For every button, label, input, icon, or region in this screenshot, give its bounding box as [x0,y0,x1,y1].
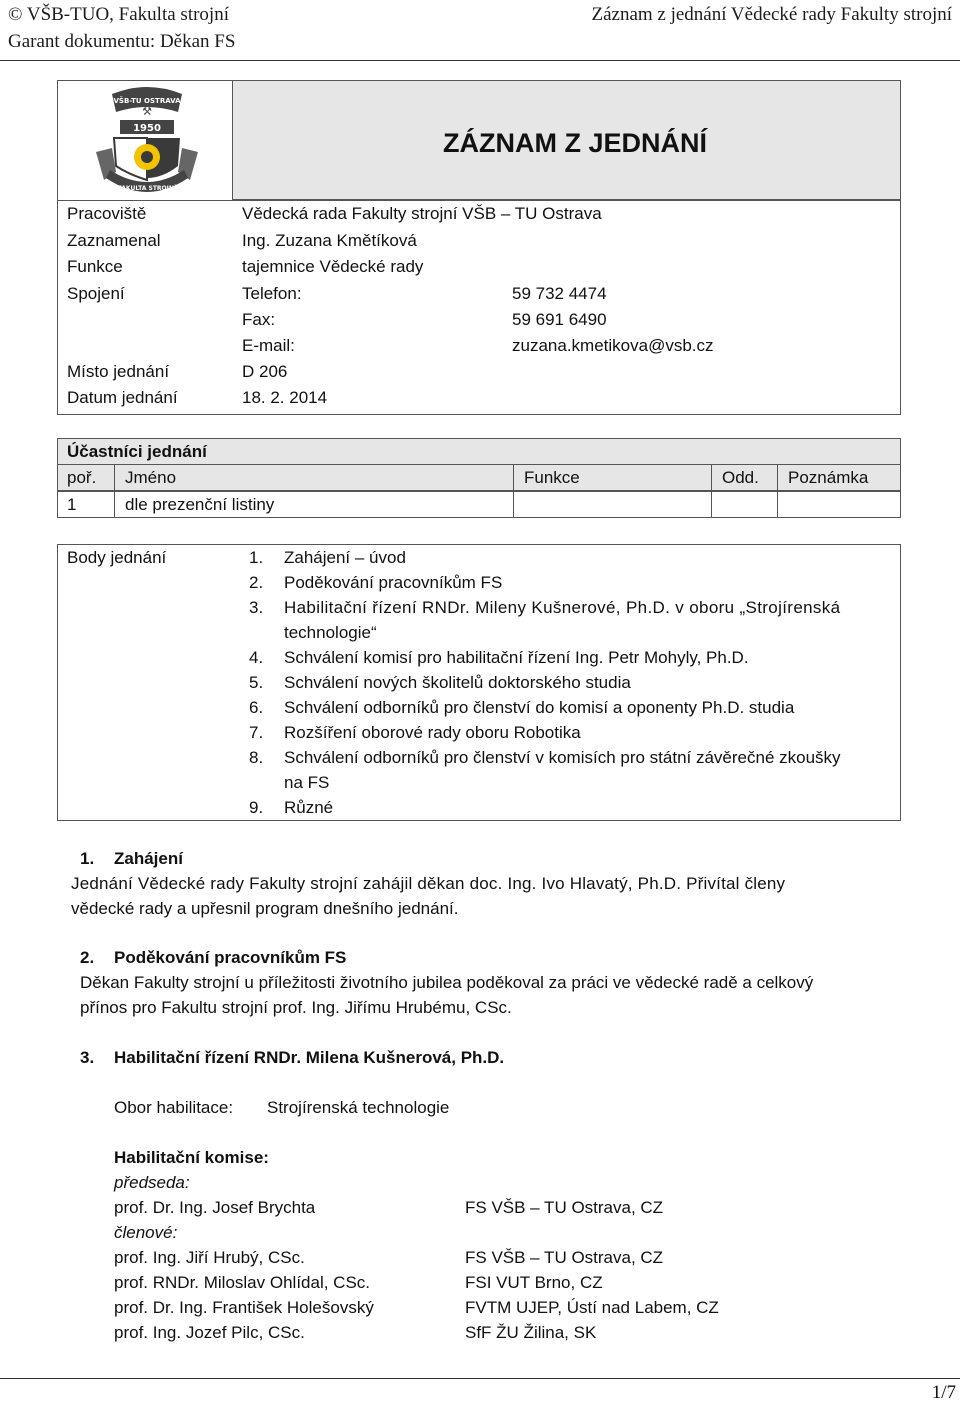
page-title: ZÁZNAM Z JEDNÁNÍ [443,128,707,158]
predseda-org: FS VŠB – TU Ostrava, CZ [465,1198,664,1217]
value-datum: 18. 2. 2014 [242,388,328,407]
agenda-item: Různé [284,798,334,817]
member-org: SfF ŽU Žilina, SK [465,1323,597,1342]
value-pracoviste: Vědecká rada Fakulty strojní VŠB – TU Ostrava [242,204,602,223]
member-name: prof. RNDr. Miloslav Ohlídal, CSc. [114,1273,371,1292]
clenove-label: členové: [114,1223,178,1242]
value-fax: 59 691 6490 [512,310,607,329]
logo-top-text: VŠB-TU OSTRAVA [113,97,181,105]
agenda-num: 5. [249,673,264,692]
page-number: 1/7 [931,1382,956,1403]
obor-value: Strojírenská technologie [267,1098,450,1117]
section-2-text-cont: přínos pro Fakultu strojní prof. Ing. Jiřímu Hrubému, CSc. [80,998,512,1017]
agenda-item: Schválení odborníků pro členství v komisích pro státní závěrečné zkoušky [284,748,841,767]
agenda-num: 8. [249,748,264,767]
member-org: FVTM UJEP, Ústí nad Labem, CZ [465,1298,719,1317]
agenda-item-cont: technologie“ [284,623,377,642]
section-3-number: 3. [80,1048,95,1067]
label-telefon: Telefon: [242,284,302,303]
agenda-label: Body jednání [67,548,167,567]
header-rule [0,60,960,61]
value-email[interactable]: zuzana.kmetikova@vsb.cz [512,336,714,355]
agenda-item: Habilitační řízení RNDr. Mileny Kušnerové, Ph.D. v oboru „Strojírenská [284,598,841,617]
obor-label: Obor habilitace: [114,1098,234,1117]
agenda-num: 6. [249,698,264,717]
agenda-item: Schválení nových školitelů doktorského studia [284,673,631,692]
value-misto: D 206 [242,362,288,381]
agenda-item: Schválení odborníků pro členství do komisí a oponenty Ph.D. studia [284,698,795,717]
value-zaznamenal: Ing. Zuzana Kmětíková [242,231,417,250]
label-zaznamenal: Zaznamenal [67,231,161,250]
col-jmeno: Jméno [125,468,177,487]
col-por: poř. [67,468,97,487]
agenda-item: Zahájení – úvod [284,548,406,567]
value-telefon: 59 732 4474 [512,284,607,303]
label-datum: Datum jednání [67,388,178,407]
agenda-item: Poděkování pracovníkům FS [284,573,503,592]
label-funkce: Funkce [67,257,123,276]
header-doc-title: Záznam z jednání Vědecké rady Fakulty strojní [591,4,952,25]
logo-year: 1950 [133,123,161,134]
section-2-title: Poděkování pracovníkům FS [114,948,347,967]
label-misto: Místo jednání [67,362,170,381]
predseda-label: předseda: [114,1173,190,1192]
section-2-number: 2. [80,948,95,967]
member-org: FS VŠB – TU Ostrava, CZ [465,1248,664,1267]
label-spojeni: Spojení [67,284,125,303]
footer-rule [0,1378,960,1379]
header-copyright: © VŠB-TUO, Fakulta strojní [8,4,229,25]
col-odd: Odd. [722,468,759,487]
header-guarantor: Garant dokumentu: Děkan FS [8,31,236,52]
label-email: E-mail: [242,336,295,355]
section-1-text-cont: vědecké rady a upřesnil program dnešního jednání. [71,899,459,918]
participants-title: Účastníci jednání [67,442,207,461]
label-pracoviste: Pracoviště [67,204,147,223]
section-1-number: 1. [80,849,95,868]
agenda-num: 1. [249,548,264,567]
section-1-text: Jednání Vědecké rady Fakulty strojní zahájil děkan doc. Ing. Ivo Hlavatý, Ph.D. Přivítal členy [71,874,786,893]
member-name: prof. Ing. Jozef Pilc, CSc. [114,1323,305,1342]
predseda-name: prof. Dr. Ing. Josef Brychta [114,1198,316,1217]
agenda-item: Rozšíření oborové rady oboru Robotika [284,723,581,742]
agenda-num: 3. [249,598,264,617]
section-2-text: Děkan Fakulty strojní u příležitosti životního jubilea poděkoval za práci ve vědecké radě a celkový [80,973,814,992]
member-name: prof. Dr. Ing. František Holešovský [114,1298,374,1317]
section-3-title: Habilitační řízení RNDr. Milena Kušnerová, Ph.D. [114,1048,505,1067]
svg-text:⚒: ⚒ [142,105,152,118]
col-funkce: Funkce [524,468,580,487]
faculty-logo [92,82,202,198]
agenda-item: Schválení komisí pro habilitační řízení Ing. Petr Mohyly, Ph.D. [284,648,749,667]
col-poznamka: Poznámka [788,468,869,487]
agenda-num: 2. [249,573,264,592]
agenda-item-cont: na FS [284,773,330,792]
label-fax: Fax: [242,310,276,329]
row1-name: dle prezenční listiny [125,495,275,514]
value-funkce: tajemnice Vědecké rady [242,257,424,276]
member-name: prof. Ing. Jiří Hrubý, CSc. [114,1248,305,1267]
komise-title: Habilitační komise: [114,1148,269,1167]
member-org: FSI VUT Brno, CZ [465,1273,603,1292]
agenda-num: 7. [249,723,264,742]
agenda-num: 4. [249,648,264,667]
logo-bottom-text: FAKULTA STROJNÍ [117,185,177,192]
faculty-shield-icon [92,82,202,198]
agenda-num: 9. [249,798,264,817]
row1-num: 1 [67,495,77,514]
section-1-title: Zahájení [114,849,183,868]
